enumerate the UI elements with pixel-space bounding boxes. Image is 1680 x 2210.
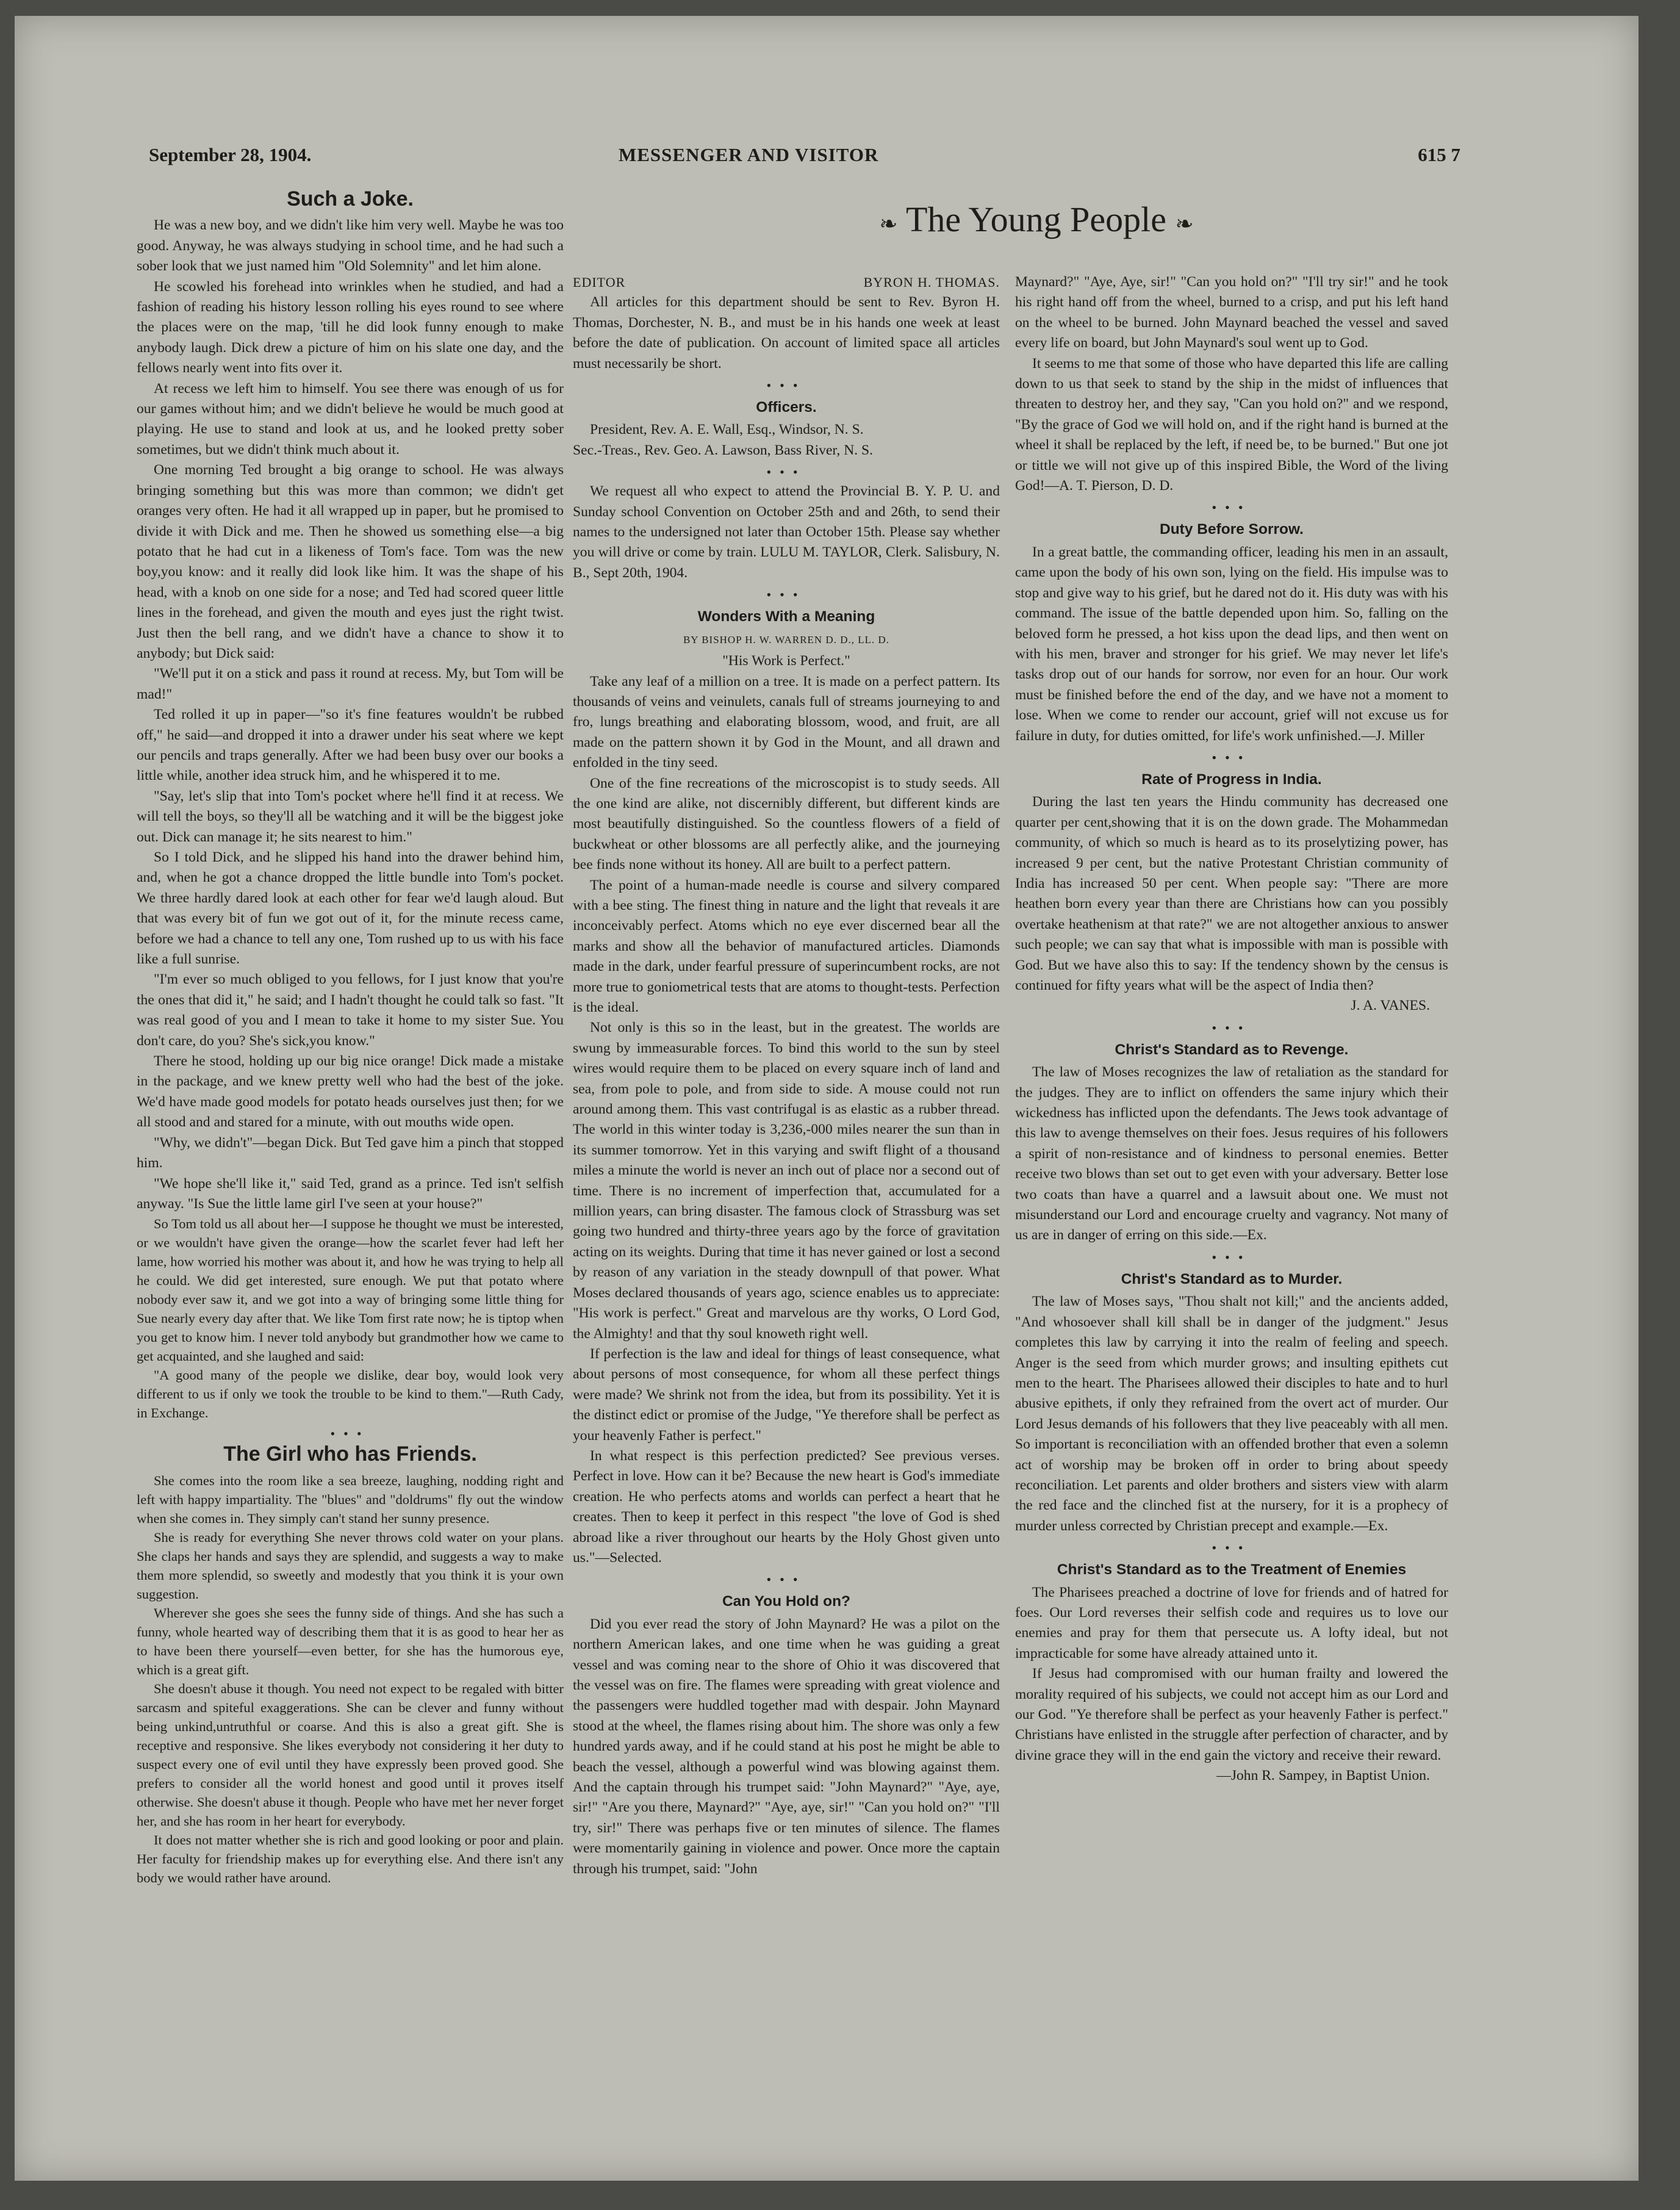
department-title bbox=[838, 199, 1235, 248]
paragraph: "We'll put it on a stick and pass it round at recess. My, but Tom will be mad!" bbox=[137, 666, 564, 702]
murder-title: Christ's Standard as to Murder. bbox=[1121, 1270, 1343, 1287]
paragraph: One of the fine recreations of the microscopist is to study seeds. All the one kind are alike, not discernibly different, but different kinds are most beautifully distinguished. So the countless flowers of a field of buckwheat or other blossoms are all perfectly alike, and the journeying bee finds none without its honey. All are built to a perfect pattern. bbox=[573, 775, 1000, 873]
editor-label: EDITOR bbox=[573, 275, 626, 290]
paragraph: The law of Moses recognizes the law of retaliation as the standard for the judges. They are to inflict on offenders the same injury which their wickedness has inflicted upon the defendants. The Jews took advantage of this law to avenge themselves on their foes. Jesus requires of his followers a spirit of non-resistance and of kindness to personal enemies. Better receive two blows than set out to get even with your adversary. Better lose two coats than have a quarrel and a lawsuit about one. We must not misunderstand our Lord and encourage cruelty and vagrancy. Not many of us are in danger of erring on this side.—Ex. bbox=[1015, 1064, 1448, 1244]
column-1 bbox=[137, 187, 564, 2158]
paragraph: The point of a human-made needle is course and silvery compared with a bee sting. The finest thing in nature and the light that reveals it are inconceivably perfect. Atoms which no eye ever discerned bear all the marks and show all the behavior of manufactured articles. Diamonds made in the dark, under fearful pressure of superincumbent rocks, are not more true to goniometrical tests that are atoms to thought-tests. Perfection is the ideal. bbox=[573, 877, 1000, 1015]
paragraph: It does not matter whether she is rich and good looking or poor and plain. Her faculty for friendship makes up for everything else. And there isn't any body we would rather have around. bbox=[137, 1832, 564, 1885]
wonders-subtitle: "His Work is Perfect." bbox=[722, 653, 850, 669]
column-3 bbox=[1015, 272, 1448, 2158]
paragraph: Wherever she goes she sees the funny side of things. And she has such a funny, whole hearted way of describing them that it is as good to hear her as to have been there yourself—even better, for she has the humorous eye, which is a great gift. bbox=[137, 1605, 564, 1677]
wonders-byline: BY BISHOP H. W. WARREN D. D., LL. D. bbox=[683, 633, 890, 646]
section-divider: ••• bbox=[766, 378, 806, 394]
section-divider: ••• bbox=[1212, 1249, 1252, 1265]
publication-name: MESSENGER AND VISITOR bbox=[619, 144, 879, 165]
section-divider: ••• bbox=[766, 1572, 806, 1588]
section-divider: ••• bbox=[330, 1426, 370, 1442]
page-header bbox=[149, 144, 1460, 181]
submission-notice: All articles for this department should be sent to Rev. Byron H. Thomas, Dorchester, N. B., and must be in his hands one week at least before the date of publication. On account of limited space all articles must necessarily be short. bbox=[573, 294, 1000, 372]
paragraph: It seems to me that some of those who have departed this life are calling down to us that seek to stand by the ship in the midst of influences that threaten to destroy her, and they say, "Can you hold on?" and we respond, "By the grace of God we will hold on, and if the right hand is burned at the wheel it shall be replaced by the left, if need be, to be burned." But one jot or tittle we will not give up of this inspired Bible, the Word of the living God!—A. T. Pierson, D. D. bbox=[1015, 355, 1448, 494]
section-divider: ••• bbox=[766, 587, 806, 603]
paragraph: She doesn't abuse it though. You need not expect to be regaled with bitter sarcasm and spiteful exaggerations. She can be clever and funny without being unkind,untruthful or coarse. And this is also a great gift. She is receptive and responsive. She likes everybody not considering it her duty to suspect every one of evil until they have expressly been proved good. She prefers to consider all the world honest and good until it proves itself otherwise. She doesn't abuse it though. People who have met her never forget her, and she has room in her heart for everybody. bbox=[137, 1680, 564, 1829]
paragraph: She comes into the room like a sea breeze, laughing, nodding right and left with happy impartiality. The "blues" and "doldrums" fly out the window when she comes in. They simply can't stand her sunny presence. bbox=[137, 1472, 564, 1526]
girl-article bbox=[137, 1471, 564, 1887]
paragraph: Maynard?" "Aye, Aye, sir!" "Can you hold on?" "I'll try sir!" and he took his right hand off from the wheel, burned to a crisp, and put his left hand on the wheel to be burned. John Maynard beached the vessel and saved every life on board, but John Maynard's soul went up to God. bbox=[1015, 274, 1448, 351]
fleuron-right-icon: ❧ bbox=[1175, 212, 1194, 236]
paragraph: "A good many of the people we dislike, dear boy, would look very different to us if only we took the trouble to be kind to them."—Ruth Cady, in Exchange. bbox=[137, 1367, 564, 1421]
officer-secretary: Sec.-Treas., Rev. Geo. A. Lawson, Bass River, N. S. bbox=[573, 442, 874, 458]
column-2 bbox=[573, 272, 1000, 2158]
signature: —John R. Sampey, in Baptist Union. bbox=[1216, 1768, 1430, 1784]
paragraph: "Why, we didn't"—began Dick. But Ted gave him a pinch that stopped him. bbox=[137, 1134, 564, 1172]
section-divider: ••• bbox=[1212, 500, 1252, 516]
section-divider: ••• bbox=[1212, 749, 1252, 765]
revenge-title: Christ's Standard as to Revenge. bbox=[1115, 1041, 1349, 1058]
fleuron-left-icon: ❧ bbox=[879, 212, 898, 236]
paragraph: The Pharisees preached a doctrine of love for friends and of hatred for foes. Our Lord reverses their selfish code and requires us to love our enemies and pray for them that persecute us. A lofty ideal, but not impracticable for some have already attained unto it. bbox=[1015, 1584, 1448, 1661]
newspaper-page bbox=[15, 16, 1639, 2181]
section-divider: ••• bbox=[1212, 1020, 1252, 1035]
paragraph: In a great battle, the commanding officer, leading his men in an assault, came upon the body of his own son, lying on the field. His impulse was to stop and give way to his grief, but he dared not do it. His duty was with his command. The issue of the battle depended upon him. So, falling on the beloved form he pressed, a hot kiss upon the dead lips, and then went on with his men, braver and stronger for his grief. We may never let life's tasks drop out of our hands for sorrow, nor even for an hour. Our work must be finished before the end of the day, and we have not a moment to lose. When we come to render our account, grief will not excuse us for failure in duty, for duties omitted, for life's work unfinished.—J. Miller bbox=[1015, 544, 1448, 744]
section-divider: ••• bbox=[1212, 1540, 1252, 1556]
paragraph: He was a new boy, and we didn't like him very well. Maybe he was too good. Anyway, he was always studying in school time, and he had such a sober look that we just named him "Old Solemnity" and let him alone. bbox=[137, 217, 564, 275]
paragraph: At recess we left him to himself. You see there was enough of us for our games without him; and we didn't believe he would be much good at playing. He use to stand and look at us, and he looked pretty sober sometimes, but we didn't think much about it. bbox=[137, 380, 564, 458]
paragraph: Ted rolled it up in paper—"so it's fine features wouldn't be rubbed off," he said—and dropped it into a drawer under his seat where we kept our pencils and traps generally. After we had been busy over our books a little while, another idea struck him, and he whispered it to me. bbox=[137, 707, 564, 784]
paragraph: He scowled his forehead into wrinkles when he studied, and had a fashion of reading his history lesson rolling his eyes round to see where the places were on the map, 'till he did look funny enough to make anybody laugh. Dick drew a picture of him on his slate one day, and the fellows nearly went into fits over it. bbox=[137, 278, 564, 376]
paragraph: "We hope she'll like it," said Ted, grand as a prince. Ted isn't selfish anyway. "Is Sue the little lame girl I've seen at your house?" bbox=[137, 1175, 564, 1212]
paragraph: The law of Moses says, "Thou shalt not kill;" and the ancients added, "And whosoever shall kill shall be in danger of the judgment." Jesus completes this law by carrying it into the realm of feeling and speech. Anger is the seed from which murder grows; and insulting epithets cut men to the heart. The Pharisees allowed their disciples to hate and to hurl abusive epithets, if only they refrained from the overt act of murder. Our Lord Jesus demands of his followers that they live peaceably with all men. So important is reconciliation with an offended brother that even a solemn act of worship may be broken off in order to bring about speedy reconciliation. Let parents and older brothers and sisters view with alarm the red face and the clinched fist at the nursery, for it is a prophecy of murder unless corrected by Christian precept and example.—Ex. bbox=[1015, 1294, 1448, 1534]
editor-name: BYRON H. THOMAS. bbox=[863, 275, 1000, 290]
paragraph: Take any leaf of a million on a tree. It is made on a perfect pattern. Its thousands of veins and veinulets, canals full of streams journeying to and fro, lungs breathing and elaborating blossom, wood, and fruit, are all made on the pattern shown it by God in the Mount, and all drawn and enfolded in the tiny seed. bbox=[573, 673, 1000, 771]
officer-president: President, Rev. A. E. Wall, Esq., Windsor, N. S. bbox=[590, 422, 864, 438]
girl-title: The Girl who has Friends. bbox=[223, 1442, 477, 1466]
joke-article bbox=[137, 215, 564, 1422]
paragraph: "Say, let's slip that into Tom's pocket where he'll find it at recess. We will tell the boys, so they'll all be watching and it will be the biggest joke out. Dick can manage it; he sits nearest to him." bbox=[137, 788, 564, 845]
india-title: Rate of Progress in India. bbox=[1141, 771, 1322, 788]
convention-notice: We request all who expect to attend the Provincial B. Y. P. U. and Sunday school Convention on October 25th and and 26th, to send their names to the undersigned not later than October 15th. Please say whether you will drive or come by train. LULU M. TAYLOR, Clerk. Salisbury, N. B., Sept 20th, 1904. bbox=[573, 483, 1000, 581]
paragraph: There he stood, holding up our big nice orange! Dick made a mistake in the package, and we knew pretty well who had the best of the joke. We'd have made good models for potato heads ourselves just then; for we all stood and and stared for a minute, with out mouths wide open. bbox=[137, 1053, 564, 1131]
paragraph: Not only is this so in the least, but in the greatest. The worlds are swung by immeasurable forces. To bind this world to the sun by steel wires would require them to be placed on every square inch of land and sea, from pole to pole, and from side to side. A mouse could not run around among them. This vast contrifugal is as elastic as a rubber thread. The world in this winter today is 3,236,-000 miles nearer the sun than in its summer tomorrow. Yet in this varying and swift flight of a thousand miles a minute the world is never an inch out of place nor a second out of time. There is no increment of imperfection that, accumulated for a million years, can bring disaster. The famous clock of Strassburg was set going two hundred and thirty-three years ago by the force of gravitation acting on its weights. During that time it has never gained or lost a second by reason of any variation in the steady downpull of that power. What Moses declared thousands of years ago, science enables us to appreciate: "His work is perfect." Great and marvelous are thy works, O Lord God, the Almighty! and that thy soul knoweth right well. bbox=[573, 1020, 1000, 1342]
editor-line bbox=[573, 272, 1000, 292]
paragraph: If perfection is the law and ideal for things of least consequence, what about persons of most consequence, for whom all these perfect things were made? We shrink not from the idea, but from its possibility. Yet it is the distinct edict or promise of the Judge, "Ye therefore shall be perfect as your heavenly Father is perfect." bbox=[573, 1345, 1000, 1444]
duty-title: Duty Before Sorrow. bbox=[1160, 521, 1304, 538]
paragraph: In what respect is this perfection predicted? See previous verses. Perfect in love. How can it be? Because the new heart is God's immediate creation. He who perfects atoms and worlds can perfect a heart that he creates. Then to keep it perfect in this respect "the love of God is shed abroad like a river throughout our hearts by the Holy Ghost given unto us."—Selected. bbox=[573, 1447, 1000, 1566]
paragraph: One morning Ted brought a big orange to school. He was always bringing something but this was more than common; we didn't get oranges very often. He had it all wrapped up in paper, but he promised to divide it with Dick and me. Then he showed us something else—a big potato that he had cut in a likeness of Tom's face. Tom was the new boy,you know: and it really did look like him. It was the shape of his head, with a knob on one side for a nose; and Ted had scored queer little lines in the forehead, and given the mouth and eyes just the right twist. Just then the bell rang, and we didn't have a chance to show it to anybody; but Dick said: bbox=[137, 462, 564, 661]
paragraph: During the last ten years the Hindu community has decreased one quarter per cent,showing that it is on the down grade. The Mohammedan community, of which so much is heard as to its proselytizing power, has increased 9 per cent, but the native Protestant Christian community of India has increased 50 per cent. When people say: "There are more heathen born every year than there are Christians how can you possibly overtake heathenism at that rate?" we are not altogether anxious to answer such people; we can say that what is impossible with man is possible with God. But we have also this to say: If the tendency shown by the census is continued for fifty years what will be the aspect of India then? bbox=[1015, 794, 1448, 993]
department-title-text: The Young People bbox=[905, 200, 1166, 239]
enemies-title: Christ's Standard as to the Treatment of Enemies bbox=[1057, 1561, 1407, 1578]
paragraph: Did you ever read the story of John Maynard? He was a pilot on the northern American lakes, and one time when he was guiding a great vessel and was coming near to the shore of Ohio it was discovered that the vessel was on fire. The flames were spreading with great violence and the passengers were huddled together mad with despair. John Maynard stood at the wheel, the flames rising about him. The shore was only a few hundred yards away, and if he could stand at his post he might be able to beach the vessel, although a powerful wind was blowing against them. And the captain through his trumpet said: "John Maynard?" "Aye, aye, sir!" "Are you there, Maynard?" "Aye, aye, sir!" "Can you hold on?" "I'll try, sir!" There was perhaps five or ten minutes of silence. The flames were momentarily gaining in violence and power. Once more the captain through his trumpet, said: "John bbox=[573, 1616, 1000, 1877]
paragraph: So I told Dick, and he slipped his hand into the drawer behind him, and, when he got a chance dropped the little bundle into Tom's pocket. We three hardly dared look at each other for fear we'd laugh aloud. But that was every bit of fun we got out of it, for the minute recess came, before we had a chance to tell any one, Tom rushed up to us with his face like a full sunrise. bbox=[137, 849, 564, 968]
paragraph: So Tom told us all about her—I suppose he thought we must be interested, or we wouldn't have given the orange—how the scarlet fever had left her lame, how worried his mother was about it, and how he was trying to help all he could. We did get interested, sure enough. We put that potato where nobody ever saw it, and we got into a way of bringing some little thing for Sue nearly every day after that. We like Tom first rate now; he is tiptop when you get to know him. I never told anybody but grandmother how we came to get acquainted, and she laughed and said: bbox=[137, 1216, 564, 1364]
section-divider: ••• bbox=[766, 464, 806, 480]
issue-date: September 28, 1904. bbox=[149, 144, 312, 165]
page-number: 615 7 bbox=[1418, 144, 1460, 165]
paragraph: If Jesus had compromised with our human frailty and lowered the morality required of his subjects, we could not accept him as our Lord and our God. "Ye therefore shall be perfect as your heavenly Father is perfect." Christians have enlisted in the struggle after perfection of character, and by divine grace they will in the end gain the victory and receive their reward. bbox=[1015, 1666, 1448, 1763]
paragraph: She is ready for everything She never throws cold water on your plans. She claps her hands and says they are splendid, and suggests a way to make them more splendid, so sweetly and modestly that you think it is your own suggestion. bbox=[137, 1529, 564, 1602]
signature: J. A. VANES. bbox=[1351, 998, 1430, 1014]
paragraph: "I'm ever so much obliged to you fellows, for I just know that you're the ones that did it," he said; and I hadn't thought he could talk so fast. "It was real good of you and I mean to take it home to my sister Sue. You don't care, do you? She's sick,you know." bbox=[137, 971, 564, 1049]
officers-title: Officers. bbox=[756, 399, 817, 416]
hold-title: Can You Hold on? bbox=[722, 1593, 851, 1610]
joke-title: Such a Joke. bbox=[287, 187, 414, 211]
wonders-title: Wonders With a Meaning bbox=[697, 608, 875, 625]
